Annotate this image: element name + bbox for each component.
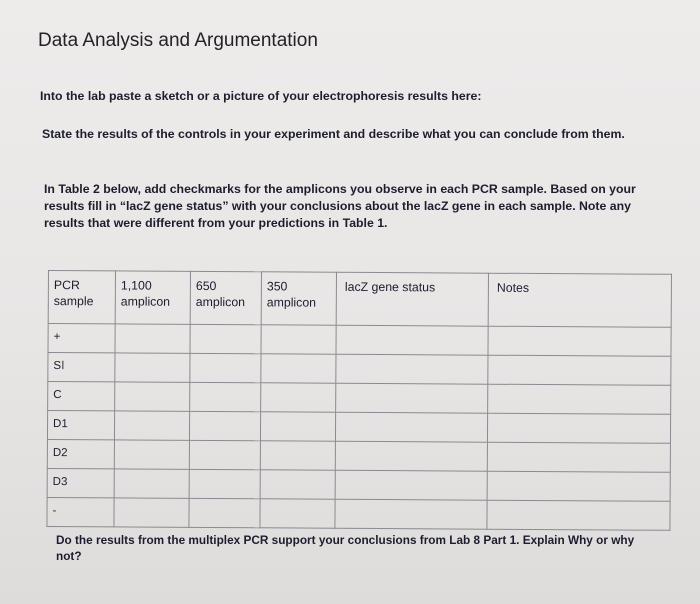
sample-cell: D1 bbox=[47, 411, 114, 440]
header-line: amplicon bbox=[195, 294, 246, 310]
header-1100-amplicon bbox=[115, 271, 190, 324]
page-title: Data Analysis and Argumentation bbox=[38, 30, 318, 51]
table-row bbox=[47, 497, 670, 530]
question-multiplex-pcr: Do the results from the multiplex PCR support your conclusions from Lab 8 Part 1. Explain Why or why not? bbox=[56, 533, 635, 563]
cell-650[interactable] bbox=[190, 353, 261, 382]
cell-1100[interactable] bbox=[115, 382, 190, 411]
cell-650[interactable] bbox=[190, 324, 261, 353]
cell-lacz-status[interactable] bbox=[336, 325, 488, 355]
cell-650[interactable] bbox=[189, 411, 260, 440]
instruction-controls: State the results of the controls in your experiment and describe what you can conclude from them. bbox=[42, 127, 625, 141]
cell-350[interactable] bbox=[261, 354, 336, 383]
header-line: amplicon bbox=[266, 295, 317, 310]
cell-1100[interactable] bbox=[115, 324, 190, 353]
header-line: amplicon bbox=[120, 294, 171, 309]
header-line: 650 bbox=[195, 278, 217, 294]
header-line: 350 bbox=[266, 279, 288, 294]
cell-notes[interactable] bbox=[488, 326, 671, 356]
cell-notes[interactable] bbox=[487, 500, 670, 530]
cell-1100[interactable] bbox=[115, 353, 190, 382]
cell-350[interactable] bbox=[261, 325, 336, 354]
header-pcr-sample bbox=[48, 271, 115, 324]
sample-cell: D3 bbox=[47, 468, 114, 497]
cell-1100[interactable] bbox=[114, 469, 189, 498]
cell-650[interactable] bbox=[189, 498, 260, 527]
cell-notes[interactable] bbox=[487, 442, 670, 472]
header-650-amplicon bbox=[190, 271, 261, 324]
sample-cell: + bbox=[48, 324, 115, 353]
cell-lacz-status[interactable] bbox=[335, 499, 487, 529]
header-line: sample bbox=[53, 294, 94, 309]
cell-notes[interactable] bbox=[488, 355, 671, 385]
cell-lacz-status[interactable] bbox=[336, 354, 488, 384]
sample-cell: - bbox=[47, 497, 114, 526]
header-notes bbox=[488, 273, 671, 327]
sample-cell bbox=[48, 353, 115, 382]
cell-650[interactable] bbox=[189, 440, 260, 469]
cell-lacz-status[interactable] bbox=[336, 383, 488, 413]
cell-notes[interactable] bbox=[487, 471, 670, 501]
sample-label: S bbox=[53, 360, 62, 373]
sample-cell: C bbox=[48, 382, 115, 411]
cell-350[interactable] bbox=[261, 383, 336, 412]
cell-1100[interactable] bbox=[114, 411, 189, 440]
instruction-paste-results: Into the lab paste a sketch or a picture of your electrophoresis results here: bbox=[40, 89, 482, 103]
table-header-row bbox=[48, 271, 671, 328]
cell-lacz-status[interactable] bbox=[335, 441, 487, 471]
cell-lacz-status[interactable] bbox=[335, 412, 487, 442]
cell-350[interactable] bbox=[260, 470, 335, 499]
header-lacz-gene-status bbox=[336, 272, 488, 326]
cell-350[interactable] bbox=[260, 499, 335, 528]
cell-notes[interactable] bbox=[487, 413, 670, 443]
table-row bbox=[48, 382, 671, 415]
cell-notes[interactable] bbox=[488, 384, 671, 414]
cell-1100[interactable] bbox=[114, 440, 189, 469]
table-row bbox=[47, 468, 670, 501]
header-350-amplicon bbox=[261, 272, 336, 325]
cell-650[interactable] bbox=[190, 382, 261, 411]
table-row bbox=[48, 353, 671, 386]
cell-lacz-status[interactable] bbox=[335, 470, 487, 500]
table-row bbox=[47, 411, 670, 444]
results-table bbox=[46, 270, 672, 531]
cell-350[interactable] bbox=[260, 441, 335, 470]
text-cursor-icon: Ⅰ bbox=[61, 360, 65, 373]
cell-350[interactable] bbox=[260, 412, 335, 441]
cell-650[interactable] bbox=[189, 469, 260, 498]
table-row bbox=[48, 324, 671, 357]
header-line: lacZ gene status bbox=[344, 279, 436, 295]
cell-1100[interactable] bbox=[114, 498, 189, 527]
header-line: 1,100 bbox=[120, 278, 152, 293]
header-line: PCR bbox=[53, 278, 80, 293]
sample-cell: D2 bbox=[47, 439, 114, 468]
header-line: Notes bbox=[496, 280, 530, 295]
instruction-table-2: In Table 2 below, add checkmarks for the amplicons you observe in each PCR sample. Based on your results fill in “lacZ gene status” with your conclusions about the lacZ gene in each sample. Note any results that were different from your predictions in Table 1. bbox=[44, 182, 636, 230]
table-row bbox=[47, 439, 670, 472]
